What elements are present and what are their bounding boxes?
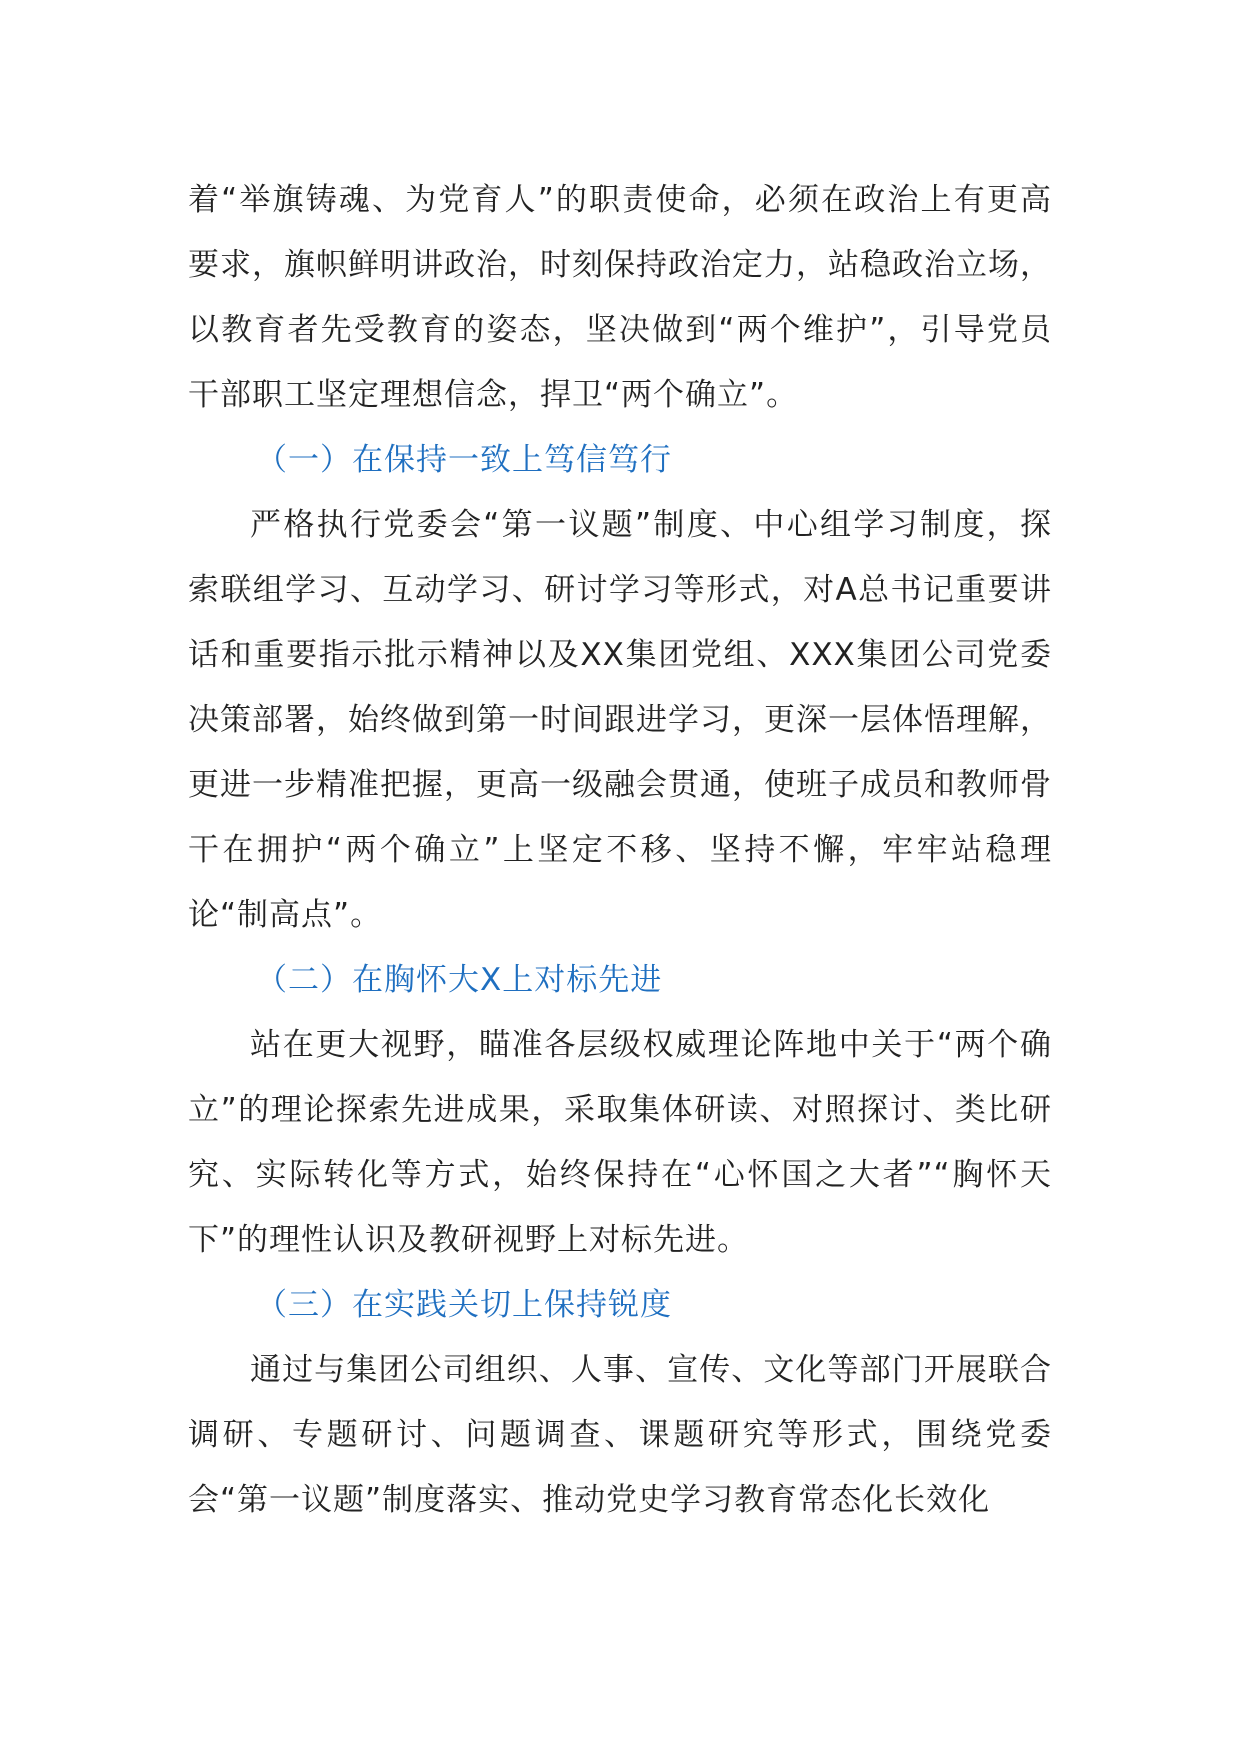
intro-paragraph: 着“举旗铸魂、为党育人”的职责使命，必须在政治上有更高要求，旗帜鲜明讲政治，时刻保持政治定力，站稳政治立场，以教育者先受教育的姿态，坚决做到“两个维护”，引导党员干部职工坚定理想信念，捍卫“两个确立”。 <box>188 182 1052 413</box>
section-body-1: 严格执行党委会“第一议题”制度、中心组学习制度，探索联组学习、互动学习、研讨学习等形式，对A总书记重要讲话和重要指示批示精神以及XX集团党组、XXX集团公司党委决策部署，始终做到第一时间跟进学习，更深一层体悟理解，更进一步精准把握，更高一级融会贯通，使班子成员和教师骨干在拥护“两个确立”上坚定不移、坚持不懈，牢牢站稳理论“制高点”。 <box>188 507 1052 933</box>
document-page <box>188 168 1052 1533</box>
section-heading-3: （三）在实践关切上保持锐度 <box>256 1287 672 1323</box>
section-heading-1: （一）在保持一致上笃信笃行 <box>256 442 672 478</box>
section-body-3: 通过与集团公司组织、人事、宣传、文化等部门开展联合调研、专题研讨、问题调查、课题研究等形式，围绕党委会“第一议题”制度落实、推动党史学习教育常态化长效化 <box>188 1352 1052 1518</box>
section-body-2: 站在更大视野，瞄准各层级权威理论阵地中关于“两个确立”的理论探索先进成果，采取集体研读、对照探讨、类比研究、实际转化等方式，始终保持在“心怀国之大者”“胸怀天下”的理性认识及教研视野上对标先进。 <box>188 1027 1052 1258</box>
section-heading-2: （二）在胸怀大X上对标先进 <box>256 962 663 998</box>
